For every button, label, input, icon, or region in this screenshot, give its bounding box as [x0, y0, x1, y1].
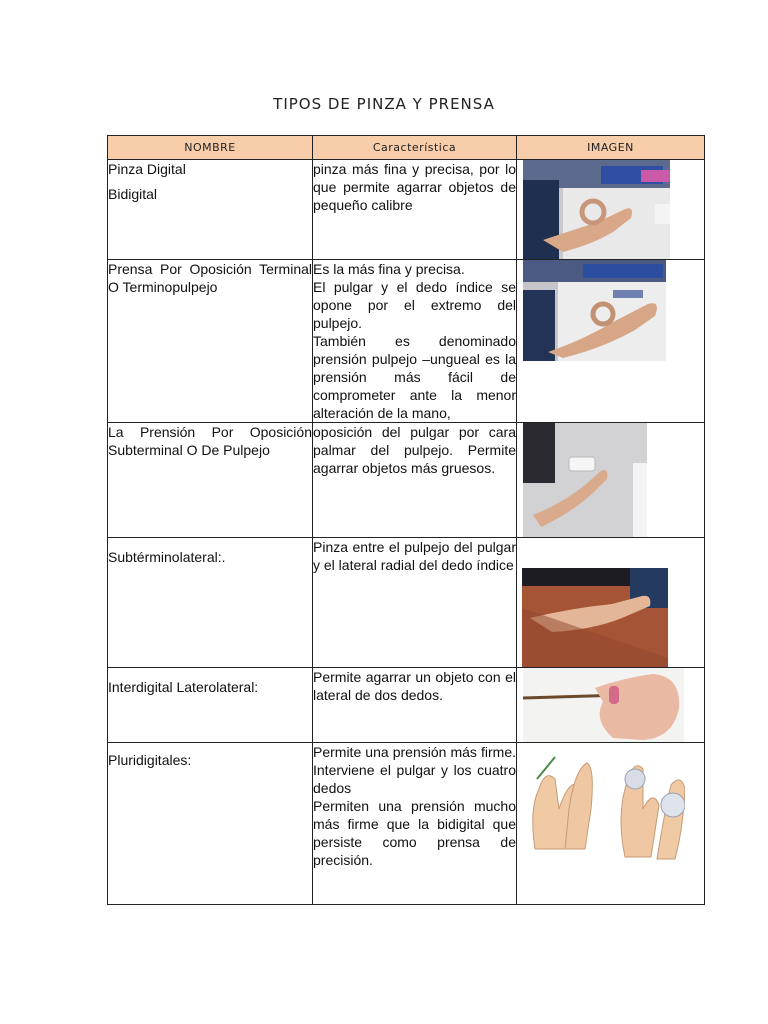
row-name: Bidigital — [108, 186, 158, 202]
lateral-pinch-photo-icon — [522, 568, 668, 667]
row-name-cell — [108, 538, 313, 668]
row-image-cell — [517, 743, 705, 905]
pluridigital-grip-illustration-icon — [525, 749, 685, 864]
row-name-cell — [108, 160, 313, 260]
subterminal-grip-photo-icon — [523, 423, 647, 537]
interdigital-pencil-photo-icon — [523, 668, 684, 742]
header-feature: Característica — [313, 136, 517, 160]
row-name: Subtérminolateral:. — [108, 549, 226, 565]
row-name-cell — [108, 423, 313, 538]
table-row — [108, 668, 705, 743]
row-description-cell — [313, 538, 517, 668]
row-image-cell — [517, 668, 705, 743]
row-name-cell — [108, 668, 313, 743]
row-description-cell — [313, 743, 517, 905]
page-title: TIPOS DE PINZA Y PRENSA — [273, 95, 495, 113]
table-row — [108, 743, 705, 905]
row-description: El pulgar y el dedo índice se opone por el extremo del pulpejo. — [313, 279, 516, 331]
header-image: IMAGEN — [517, 136, 705, 160]
row-image-cell — [517, 260, 705, 423]
row-name: Pluridigitales: — [108, 752, 192, 768]
row-description: Pinza entre el pulpejo del pulgar y el lateral radial del dedo índice — [313, 539, 516, 573]
table-row — [108, 538, 705, 668]
row-description: pinza más fina y precisa, por lo que permite agarrar objetos de pequeño calibre — [313, 161, 516, 213]
table-row — [108, 423, 705, 538]
row-description: Permiten una prensión mucho más firme que la bidigital que persiste como prensa de precisión. — [313, 798, 516, 868]
table-row — [108, 260, 705, 423]
header-row — [108, 136, 705, 160]
header-name: NOMBRE — [108, 136, 313, 160]
row-name-cell — [108, 260, 313, 423]
table-row — [108, 160, 705, 260]
row-description: Permite una prensión más firme. Interviene el pulgar y los cuatro dedos — [313, 744, 516, 796]
terminal-pinch-photo-icon — [523, 260, 666, 361]
row-description-cell — [313, 668, 517, 743]
row-description-cell — [313, 160, 517, 260]
row-description: oposición del pulgar por cara palmar del pulpejo. Permite agarrar objetos más gruesos. — [313, 424, 516, 476]
row-description: Permite agarrar un objeto con el lateral de dos dedos. — [313, 669, 516, 703]
row-description: También es denominado prensión pulpejo –ungueal es la prensión más fácil de comprometer ante la menor alteración de la mano, — [313, 333, 516, 421]
row-name-cell — [108, 743, 313, 905]
row-name: Pinza Digital — [108, 161, 186, 177]
row-name: Interdigital Laterolateral: — [108, 679, 259, 695]
row-image-cell — [517, 538, 705, 668]
row-description-cell — [313, 423, 517, 538]
row-image-cell — [517, 423, 705, 538]
fingertip-pinch-photo-icon — [523, 160, 670, 259]
row-description: Es la más fina y precisa. — [313, 261, 465, 277]
row-description-cell — [313, 260, 517, 423]
grip-types-table — [107, 135, 705, 905]
row-image-cell — [517, 160, 705, 260]
row-name: La Prensión Por Oposición Subterminal O De Pulpejo — [108, 424, 312, 458]
row-name: Prensa Por Oposición Terminal O Terminopulpejo — [108, 261, 312, 295]
